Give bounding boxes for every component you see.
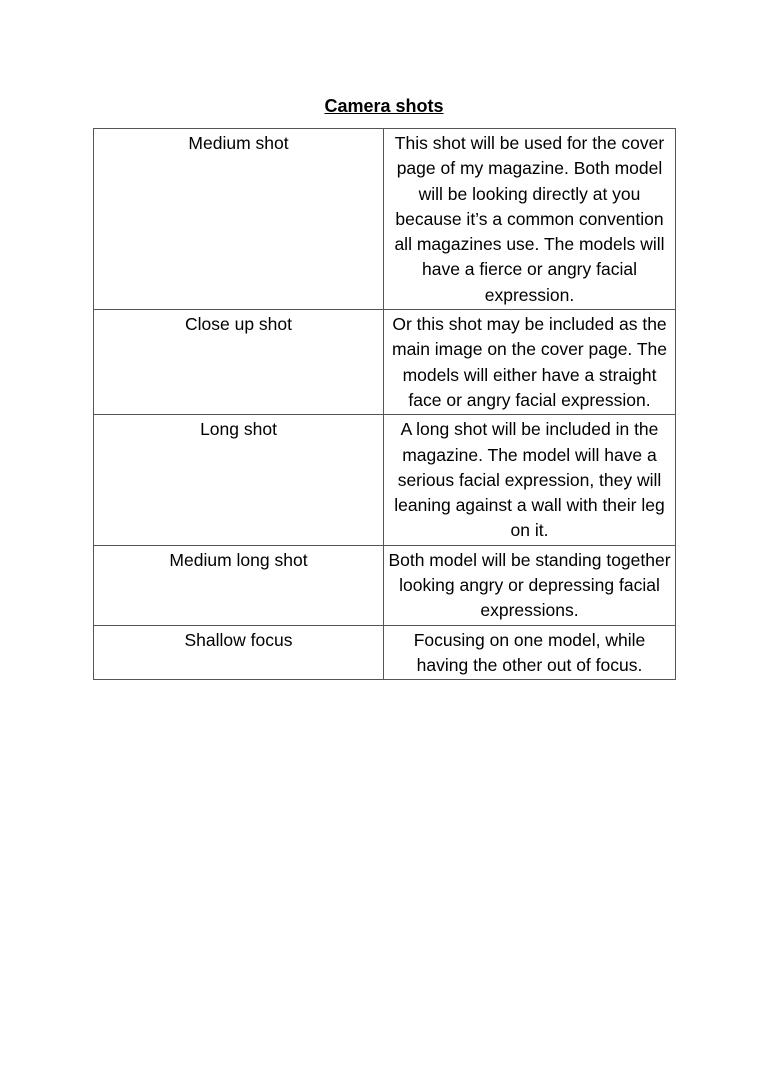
shot-name-cell: Long shot [94,415,384,545]
shot-name-cell: Shallow focus [94,625,384,680]
table-row [94,310,676,415]
document-title: Camera shots [324,96,444,116]
shot-name-cell: Close up shot [94,310,384,415]
shot-description-cell: A long shot will be included in the magazine. The model will have a serious facial expression, they will leaning against a wall with their leg on it. [384,415,676,545]
table-row [94,625,676,680]
shot-description-cell: Focusing on one model, while having the other out of focus. [384,625,676,680]
camera-shots-table [93,128,676,680]
shot-description-cell: Or this shot may be included as the main image on the cover page. The models will either have a straight face or angry facial expression. [384,310,676,415]
shot-name-cell: Medium shot [94,129,384,310]
shot-name-cell: Medium long shot [94,545,384,625]
table-row [94,545,676,625]
shot-description-cell: Both model will be standing together looking angry or depressing facial expressions. [384,545,676,625]
shot-description-cell: This shot will be used for the cover page of my magazine. Both model will be looking directly at you because it’s a common convention all magazines use. The models will have a fierce or angry facial expression. [384,129,676,310]
table-row [94,129,676,310]
table-row [94,415,676,545]
